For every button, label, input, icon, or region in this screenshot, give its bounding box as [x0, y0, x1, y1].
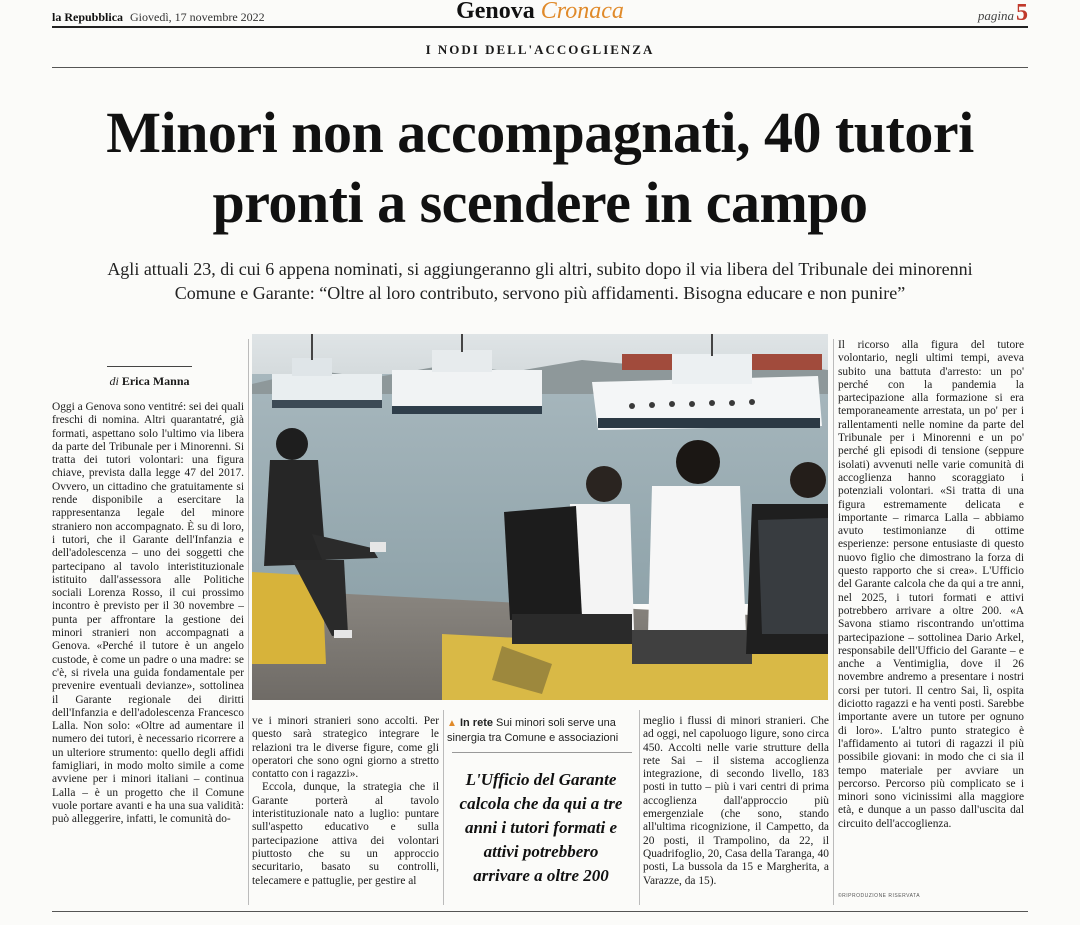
subheadline-line-2: Comune e Garante: “Oltre al loro contributo, servono più affidamenti. Bisogna educare e non punire”: [174, 283, 906, 303]
caption-text: Sui minori soli serve una sinergia tra Comune e associazioni: [447, 717, 619, 744]
article-column-5: [838, 339, 1024, 831]
byline: [52, 374, 247, 389]
masthead: [52, 2, 1028, 28]
paragraph: ve i minori stranieri sono accolti. Per questo sarà strategico integrare le relazioni tra le diverse figure, come gli operatori che sono ogni giorno a stretto contatto con i ragazzi».: [252, 715, 439, 781]
byline-divider: [107, 366, 192, 367]
headline-line-2: pronti a scendere in campo: [212, 170, 868, 235]
article-column-2: [252, 715, 439, 888]
paragraph: meglio i flussi di minori stranieri. Che ad oggi, nel capoluogo ligure, sono circa 450. Accolti nelle varie strutture della rete Sai – il sistema accoglienza integrazione, di secondo livello, 183 posti in tutto – più i vari centri di prima accoglienza dall'approccio più emergenziale (che sono, stando all'ultima ricognizione, il Campetto, da 20 posti, il Trampolino, da 22, il Quadrifoglio, 20, Casa della Taranga, 40 posti, La bussola da 15 e Margherita, a Varazze, da 15).: [643, 715, 829, 887]
triangle-icon: ▲: [447, 718, 457, 729]
pullquote-line: anni i tutori formati e: [464, 818, 618, 837]
article-column-1: [52, 401, 244, 827]
pullquote-line: L'Ufficio del Garante: [465, 770, 617, 789]
paragraph: Eccola, dunque, la strategia che il Garante porterà al tavolo interistituzionale nato a luglio: puntare sull'aspetto educativo e sulla partecipazione attiva dei volontari piuttosto che su un approccio securitario, basato su controlli, telecamere e pattuglie, per gestire al: [252, 781, 439, 887]
paragraph: Oggi a Genova sono ventitré: sei dei quali freschi di nomina. Altri quarantatré, già formati, aspettano solo l'ultimo via libera da parte del Tribunale per i Minorenni. Si tratta dei tutori volontari: una figura chiave, prevista dalla legge 47 del 2017. Ovvero, un cittadino che gratuitamente si rende disponibile a esercitare la rappresentanza legale del minore straniero non accompagnato. È su di loro, i tutori, che il Garante dell'Infanzia e dell'adolescenza – uno dei soggetti che partecipano al tavolo interistituzionale istituito dall'assessora alle Politiche sociali Lorenza Rosso, il cui prossimo incontro è previsto per il 30 novembre – punta per affrontare la gestione dei minori stranieri non accompagnati a Genova. «Perché il tutore è un angelo custode, è come un padre o una madre: se c'è, si rivela una guida fondamentale per prevenire eventuali devianze», sottolinea il Garante regionale dei diritti dell'Infanzia e dell'adolescenza Francesco Lalla. Non solo: «Oltre ad aumentare il numero dei tutori, è necessario ricorrere a un ulteriore strumento: quello degli affidi famigliari, in modo molto simile a come avviene per i minori italiani – continua Lalla – è un progetto che il Comune vuole portare avanti e ha una sua validità: può alleggerire, infatti, le comunità do-: [52, 401, 245, 826]
page-number: 5: [1016, 0, 1028, 26]
kicker-divider: [52, 67, 1028, 68]
byline-prefix: di: [109, 374, 119, 388]
paragraph: Il ricorso alla figura del tutore volontario, negli ultimi tempi, aveva subito una battuta d'arresto: un po' perché con la pandemia la partecipazione alla formazione si era temporaneamente arrestata, un po' per i rallentamenti nelle nomine da parte del Tribunale per i Minorenni e un po' perché gli episodi di tensione (seppure isolati) avvenuti nelle varie comunità di accoglienza hanno scoraggiato i potenziali volontari. «Si tratta di una figura estremamente delicata e importante – rimarca Lalla – abbiamo avuto testimonianze di ottime esperienze: persone entusiaste di questo nuovo figlio che dimostrano la forza di questo rapporto che si crea». L'Ufficio del Garante calcola che da qui a tre anni, nel 2025, i tutori formati e attivi potrebbero arrivare a oltre 200. «A Savona stiamo riscontrando un'ottima partecipazione – sottolinea Dario Arkel, responsabile dell'Ufficio del Garante – e anche a Ventimiglia, dove il 26 novembre andremo a presentare i nostri corsi per tutori. Il centro Sai, lì, ospita diciotto ragazzi e ha venti posti. Sarebbe importante avere un tutore per ognuno di loro». L'altro punto strategico è l'affidamento ai tutori di ragazzi il più possibile giovani: in modo che ci sia il tempo materiale per avviare un percorso. Percorso più complicato se i minori sono vicinissimi alla maggiore età, e dunque a un passo dall'uscita dal circuito dell'accoglienza.: [838, 339, 1024, 830]
pullquote: [447, 768, 635, 888]
photo-caption: [447, 716, 635, 745]
copyright-notice: ©RIPRODUZIONE RISERVATA: [838, 893, 921, 899]
column-divider: [639, 710, 640, 905]
byline-author: Erica Manna: [121, 374, 190, 388]
article-column-4: [643, 715, 829, 888]
subheadline: [40, 257, 1040, 305]
headline: [40, 98, 1040, 238]
headline-line-1: Minori non accompagnati, 40 tutori: [106, 100, 974, 165]
section-name: Genova: [456, 0, 535, 24]
subheadline-line-1: Agli attuali 23, di cui 6 appena nominati, si aggiungeranno gli altri, subito dopo il via libera del Tribunale dei minorenni: [107, 259, 973, 279]
article-photo: [252, 334, 828, 700]
page-indicator: [978, 0, 1028, 27]
column-divider: [443, 710, 444, 905]
column-divider: [248, 339, 249, 905]
newspaper-brand: la Repubblica: [52, 10, 124, 24]
subsection-name: Cronaca: [540, 0, 624, 24]
caption-lead: In rete: [459, 717, 493, 729]
pullquote-line: arrivare a oltre 200: [473, 866, 609, 885]
page-label: pagina: [977, 8, 1014, 23]
kicker: I NODI DELL'ACCOGLIENZA: [425, 42, 655, 57]
pullquote-divider: [452, 752, 632, 753]
pullquote-line: calcola che da qui a tre: [459, 794, 623, 813]
footer-divider: [52, 911, 1028, 912]
column-divider: [833, 339, 834, 905]
pullquote-line: attivi potrebbero: [483, 842, 599, 861]
section-title: [52, 0, 1028, 25]
issue-date: Giovedì, 17 novembre 2022: [130, 10, 265, 24]
